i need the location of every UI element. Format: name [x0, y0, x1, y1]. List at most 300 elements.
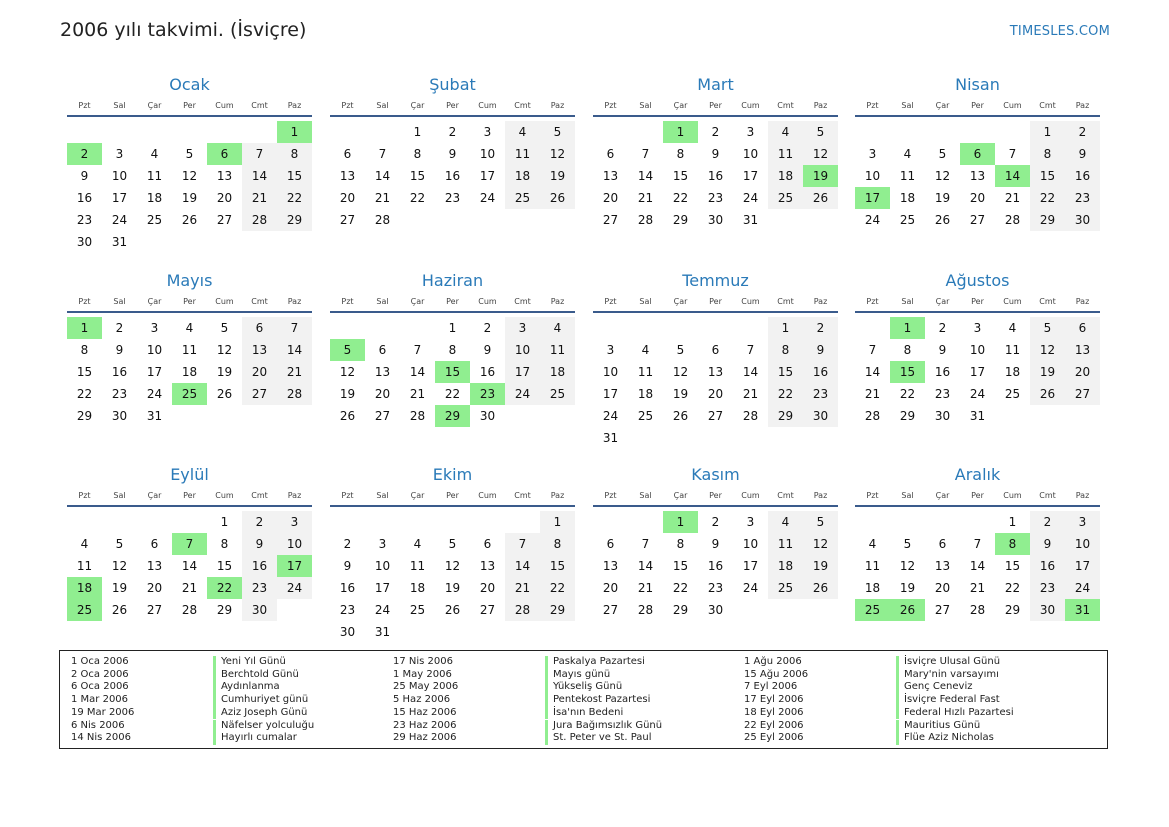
day-cell: 3 [505, 317, 540, 339]
weekday-label: Paz [550, 101, 565, 110]
month-name: Eylül [170, 465, 209, 484]
day-cell: 24 [479, 191, 496, 205]
day-cell: 25 [637, 409, 654, 423]
day-cell: 18 [899, 191, 916, 205]
month-6 [330, 267, 575, 427]
day-cell: 15 [409, 169, 426, 183]
day-cell: 8 [768, 339, 803, 361]
day-cell: 31 [146, 409, 163, 423]
weekday-label: Cmt [514, 101, 531, 110]
weekday-label: Pzt [866, 101, 879, 110]
empty-cell [435, 511, 470, 533]
holiday-name: Aziz Joseph Günü [213, 707, 307, 720]
day-cell: 28 [242, 209, 277, 231]
day-grid [67, 121, 312, 253]
day-grid [855, 511, 1100, 621]
day-cell: 22 [672, 191, 689, 205]
weekday-label: Çar [410, 491, 425, 500]
holiday-day-cell: 15 [890, 361, 925, 383]
empty-cell [855, 317, 890, 339]
weekday-label: Paz [813, 101, 828, 110]
day-cell: 11 [505, 143, 540, 165]
day-cell: 27 [216, 213, 233, 227]
day-cell: 6 [483, 537, 492, 551]
day-cell: 14 [742, 365, 759, 379]
day-cell: 18 [505, 165, 540, 187]
day-cell: 30 [934, 409, 951, 423]
day-cell: 5 [803, 121, 838, 143]
holiday-day-cell: 14 [995, 165, 1030, 187]
day-cell: 16 [76, 191, 93, 205]
day-cell: 9 [1065, 143, 1100, 165]
day-cell: 29 [216, 603, 233, 617]
day-cell: 20 [339, 191, 356, 205]
empty-cell [67, 511, 102, 533]
day-cell: 19 [803, 555, 838, 577]
day-grid [855, 317, 1100, 427]
holiday-day-cell: 31 [1065, 599, 1100, 621]
day-cell: 18 [146, 191, 163, 205]
empty-cell [628, 511, 663, 533]
day-cell: 18 [540, 361, 575, 383]
weekday-header [67, 99, 312, 117]
day-cell: 2 [242, 511, 277, 533]
day-cell: 11 [864, 559, 881, 573]
empty-cell [207, 231, 242, 253]
day-cell: 15 [216, 559, 233, 573]
holiday-day-cell: 6 [960, 143, 995, 165]
day-cell: 30 [339, 625, 356, 639]
day-cell: 10 [969, 343, 986, 357]
weekday-label: Cmt [514, 491, 531, 500]
day-cell: 7 [868, 343, 877, 357]
day-cell: 26 [216, 387, 233, 401]
day-cell: 17 [742, 559, 759, 573]
day-cell: 10 [602, 365, 619, 379]
weekday-label: Cum [215, 491, 234, 500]
day-cell: 19 [216, 365, 233, 379]
day-cell: 14 [242, 165, 277, 187]
month-name: Nisan [955, 75, 1000, 94]
day-cell: 25 [1004, 387, 1021, 401]
weekday-label: Çar [673, 297, 688, 306]
weekday-label: Paz [1075, 101, 1090, 110]
weekday-label: Cum [741, 297, 760, 306]
month-name: Şubat [429, 75, 476, 94]
weekday-label: Paz [1075, 297, 1090, 306]
day-cell: 1 [540, 511, 575, 533]
day-cell: 14 [637, 559, 654, 573]
day-cell: 11 [409, 559, 426, 573]
day-cell: 17 [111, 191, 128, 205]
day-cell: 9 [1030, 533, 1065, 555]
weekday-label: Cmt [777, 491, 794, 500]
holiday-name: Berchtold Günü [213, 669, 299, 682]
day-cell: 27 [934, 603, 951, 617]
empty-cell [540, 621, 575, 643]
day-cell: 21 [181, 581, 198, 595]
day-cell: 7 [277, 317, 312, 339]
weekday-label: Cmt [1039, 491, 1056, 500]
empty-cell [172, 405, 207, 427]
empty-cell [855, 121, 890, 143]
day-cell: 29 [1030, 209, 1065, 231]
weekday-label: Paz [287, 297, 302, 306]
day-cell: 18 [864, 581, 881, 595]
day-cell: 29 [672, 213, 689, 227]
day-cell: 5 [938, 147, 947, 161]
day-cell: 29 [277, 209, 312, 231]
day-cell: 5 [220, 321, 229, 335]
day-cell: 8 [1030, 143, 1065, 165]
day-cell: 17 [505, 361, 540, 383]
day-cell: 9 [448, 147, 457, 161]
day-cell: 10 [742, 147, 759, 161]
day-cell: 6 [606, 147, 615, 161]
holiday-date: 1 May 2006 [393, 668, 452, 680]
day-cell: 8 [540, 533, 575, 555]
holiday-day-cell: 25 [172, 383, 207, 405]
day-cell: 3 [746, 125, 755, 139]
day-cell: 19 [934, 191, 951, 205]
day-cell: 2 [711, 515, 720, 529]
empty-cell [365, 511, 400, 533]
weekday-label: Per [709, 491, 722, 500]
day-cell: 5 [115, 537, 124, 551]
empty-cell [1065, 405, 1100, 427]
day-cell: 11 [1004, 343, 1021, 357]
holiday-name: Aydınlanma [213, 681, 280, 694]
day-cell: 2 [343, 537, 352, 551]
holiday-date: 1 Ağu 2006 [744, 656, 802, 667]
holiday-day-cell: 17 [277, 555, 312, 577]
day-cell: 16 [339, 581, 356, 595]
holiday-date: 15 Ağu 2006 [744, 668, 809, 680]
day-cell: 22 [540, 577, 575, 599]
day-cell: 21 [505, 577, 540, 599]
weekday-label: Çar [147, 101, 162, 110]
day-cell: 3 [483, 125, 492, 139]
month-name: Haziran [421, 271, 484, 290]
day-cell: 2 [1030, 511, 1065, 533]
day-cell: 20 [216, 191, 233, 205]
empty-cell [960, 121, 995, 143]
day-cell: 29 [672, 603, 689, 617]
weekday-label: Sal [113, 491, 126, 500]
day-cell: 7 [242, 143, 277, 165]
day-cell: 12 [444, 559, 461, 573]
holiday-name: Hayırlı cumalar [213, 732, 297, 745]
day-cell: 13 [1065, 339, 1100, 361]
day-grid [330, 317, 575, 427]
day-cell: 15 [1004, 559, 1021, 573]
day-cell: 23 [339, 603, 356, 617]
day-cell: 22 [1004, 581, 1021, 595]
day-cell: 18 [637, 387, 654, 401]
day-cell: 26 [803, 577, 838, 599]
day-cell: 24 [146, 387, 163, 401]
day-cell: 7 [746, 343, 755, 357]
day-cell: 28 [505, 599, 540, 621]
day-cell: 26 [934, 213, 951, 227]
holiday-day-cell: 26 [890, 599, 925, 621]
weekday-label: Paz [287, 491, 302, 500]
day-cell: 31 [374, 625, 391, 639]
weekday-label: Çar [410, 101, 425, 110]
day-cell: 23 [707, 191, 724, 205]
day-cell: 26 [672, 409, 689, 423]
day-cell: 26 [803, 187, 838, 209]
day-cell: 19 [672, 387, 689, 401]
empty-cell [540, 405, 575, 427]
day-cell: 16 [242, 555, 277, 577]
empty-cell [137, 231, 172, 253]
day-cell: 29 [768, 405, 803, 427]
weekday-label: Cmt [251, 101, 268, 110]
day-cell: 11 [768, 143, 803, 165]
holiday-date: 15 Haz 2006 [393, 706, 457, 718]
day-cell: 16 [1065, 165, 1100, 187]
empty-cell [593, 511, 628, 533]
day-cell: 14 [864, 365, 881, 379]
day-cell: 8 [413, 147, 422, 161]
day-cell: 13 [969, 169, 986, 183]
empty-cell [540, 209, 575, 231]
day-cell: 30 [479, 409, 496, 423]
month-name: Ekim [432, 465, 473, 484]
day-cell: 23 [707, 581, 724, 595]
day-cell: 4 [505, 121, 540, 143]
holiday-date: 25 May 2006 [393, 681, 459, 693]
day-cell: 29 [76, 409, 93, 423]
empty-cell [365, 121, 400, 143]
weekday-label: Per [971, 491, 984, 500]
day-cell: 4 [768, 511, 803, 533]
day-cell: 6 [378, 343, 387, 357]
day-cell: 21 [742, 387, 759, 401]
day-cell: 11 [181, 343, 198, 357]
empty-cell [768, 209, 803, 231]
day-cell: 23 [444, 191, 461, 205]
day-cell: 21 [409, 387, 426, 401]
holiday-date: 6 Nis 2006 [71, 719, 125, 731]
day-grid [330, 511, 575, 643]
weekday-label: Sal [901, 101, 914, 110]
day-cell: 9 [343, 559, 352, 573]
holiday-name: İsviçre Federal Fast [896, 694, 1000, 707]
day-cell: 21 [637, 191, 654, 205]
day-cell: 22 [76, 387, 93, 401]
day-cell: 20 [242, 361, 277, 383]
day-cell: 20 [602, 191, 619, 205]
weekday-label: Sal [113, 101, 126, 110]
weekday-label: Çar [147, 297, 162, 306]
day-cell: 3 [973, 321, 982, 335]
month-name: Mart [697, 75, 734, 94]
day-cell: 30 [707, 603, 724, 617]
holiday-name: Mayıs günü [545, 669, 610, 682]
day-cell: 4 [1008, 321, 1017, 335]
day-cell: 7 [505, 533, 540, 555]
empty-cell [400, 209, 435, 231]
day-cell: 9 [80, 169, 89, 183]
day-cell: 19 [339, 387, 356, 401]
day-cell: 30 [707, 213, 724, 227]
day-cell: 15 [76, 365, 93, 379]
day-cell: 6 [150, 537, 159, 551]
holiday-date: 5 Haz 2006 [393, 694, 451, 706]
day-cell: 25 [768, 187, 803, 209]
day-cell: 16 [111, 365, 128, 379]
day-cell: 12 [803, 533, 838, 555]
day-cell: 2 [803, 317, 838, 339]
day-cell: 21 [969, 581, 986, 595]
day-cell: 6 [242, 317, 277, 339]
day-cell: 10 [1065, 533, 1100, 555]
day-cell: 13 [602, 169, 619, 183]
weekday-header [67, 489, 312, 507]
day-cell: 17 [374, 581, 391, 595]
holiday-list [59, 650, 1108, 749]
empty-cell [172, 231, 207, 253]
holiday-day-cell: 23 [470, 383, 505, 405]
day-cell: 21 [242, 187, 277, 209]
day-cell: 27 [602, 213, 619, 227]
holiday-day-cell: 6 [207, 143, 242, 165]
holiday-name: İsa'nın Bedeni [545, 707, 623, 720]
day-cell: 23 [1065, 187, 1100, 209]
day-cell: 31 [969, 409, 986, 423]
day-cell: 21 [1004, 191, 1021, 205]
site-logo[interactable]: TIMESLES.COM [1009, 24, 1110, 39]
holiday-date: 1 Mar 2006 [71, 694, 129, 706]
day-grid [593, 317, 838, 449]
day-cell: 25 [146, 213, 163, 227]
day-cell: 19 [181, 191, 198, 205]
day-cell: 16 [934, 365, 951, 379]
holiday-day-cell: 15 [435, 361, 470, 383]
day-cell: 30 [803, 405, 838, 427]
weekday-label: Per [446, 491, 459, 500]
empty-cell [925, 121, 960, 143]
holiday-name: Mauritius Günü [896, 720, 980, 733]
empty-cell [330, 511, 365, 533]
day-cell: 27 [969, 213, 986, 227]
holiday-day-cell: 8 [995, 533, 1030, 555]
holiday-date: 17 Eyl 2006 [744, 694, 804, 706]
day-cell: 6 [606, 537, 615, 551]
holiday-date: 7 Eyl 2006 [744, 681, 798, 693]
weekday-label: Pzt [78, 101, 91, 110]
empty-cell [803, 209, 838, 231]
day-cell: 3 [1065, 511, 1100, 533]
empty-cell [277, 231, 312, 253]
day-cell: 12 [181, 169, 198, 183]
empty-cell [733, 317, 768, 339]
month-7 [593, 267, 838, 449]
day-cell: 8 [448, 343, 457, 357]
day-cell: 28 [181, 603, 198, 617]
day-cell: 15 [277, 165, 312, 187]
month-12 [855, 461, 1100, 621]
holiday-date: 1 Oca 2006 [71, 656, 129, 667]
empty-cell [698, 427, 733, 449]
day-cell: 14 [637, 169, 654, 183]
day-cell: 24 [505, 383, 540, 405]
weekday-label: Per [446, 101, 459, 110]
weekday-header [593, 99, 838, 117]
month-name: Mayıs [166, 271, 213, 290]
weekday-label: Cum [478, 297, 497, 306]
day-cell: 9 [711, 147, 720, 161]
day-cell: 2 [1065, 121, 1100, 143]
weekday-label: Pzt [866, 491, 879, 500]
day-cell: 25 [768, 577, 803, 599]
day-cell: 24 [742, 581, 759, 595]
day-cell: 22 [277, 187, 312, 209]
weekday-label: Per [183, 297, 196, 306]
weekday-label: Çar [673, 491, 688, 500]
day-cell: 29 [540, 599, 575, 621]
day-cell: 18 [768, 555, 803, 577]
holiday-date: 25 Eyl 2006 [744, 732, 804, 744]
empty-cell [242, 405, 277, 427]
day-cell: 3 [150, 321, 159, 335]
day-cell: 14 [409, 365, 426, 379]
day-cell: 20 [146, 581, 163, 595]
day-cell: 17 [1065, 555, 1100, 577]
day-cell: 28 [637, 603, 654, 617]
day-cell: 14 [969, 559, 986, 573]
day-cell: 7 [1008, 147, 1017, 161]
day-cell: 24 [742, 191, 759, 205]
empty-cell [803, 427, 838, 449]
day-cell: 17 [146, 365, 163, 379]
day-cell: 2 [115, 321, 124, 335]
weekday-label: Pzt [78, 297, 91, 306]
weekday-label: Cmt [777, 297, 794, 306]
day-cell: 8 [903, 343, 912, 357]
month-8 [855, 267, 1100, 427]
day-cell: 13 [339, 169, 356, 183]
day-cell: 4 [80, 537, 89, 551]
day-cell: 23 [803, 383, 838, 405]
empty-cell [995, 121, 1030, 143]
day-cell: 9 [483, 343, 492, 357]
weekday-label: Cum [1003, 491, 1022, 500]
day-cell: 21 [864, 387, 881, 401]
day-cell: 13 [374, 365, 391, 379]
weekday-label: Pzt [604, 297, 617, 306]
weekday-label: Per [709, 101, 722, 110]
holiday-name: Mary'nin varsayımı [896, 669, 999, 682]
day-cell: 20 [707, 387, 724, 401]
day-cell: 24 [864, 213, 881, 227]
day-cell: 15 [768, 361, 803, 383]
day-cell: 1 [220, 515, 229, 529]
day-cell: 30 [111, 409, 128, 423]
day-cell: 25 [505, 187, 540, 209]
day-cell: 22 [1030, 187, 1065, 209]
day-cell: 9 [115, 343, 124, 357]
day-cell: 22 [899, 387, 916, 401]
weekday-header [855, 99, 1100, 117]
holiday-day-cell: 25 [855, 599, 890, 621]
holiday-day-cell: 18 [67, 577, 102, 599]
holiday-name: Jura Bağımsızlık Günü [545, 720, 662, 733]
day-cell: 9 [711, 537, 720, 551]
day-cell: 5 [903, 537, 912, 551]
